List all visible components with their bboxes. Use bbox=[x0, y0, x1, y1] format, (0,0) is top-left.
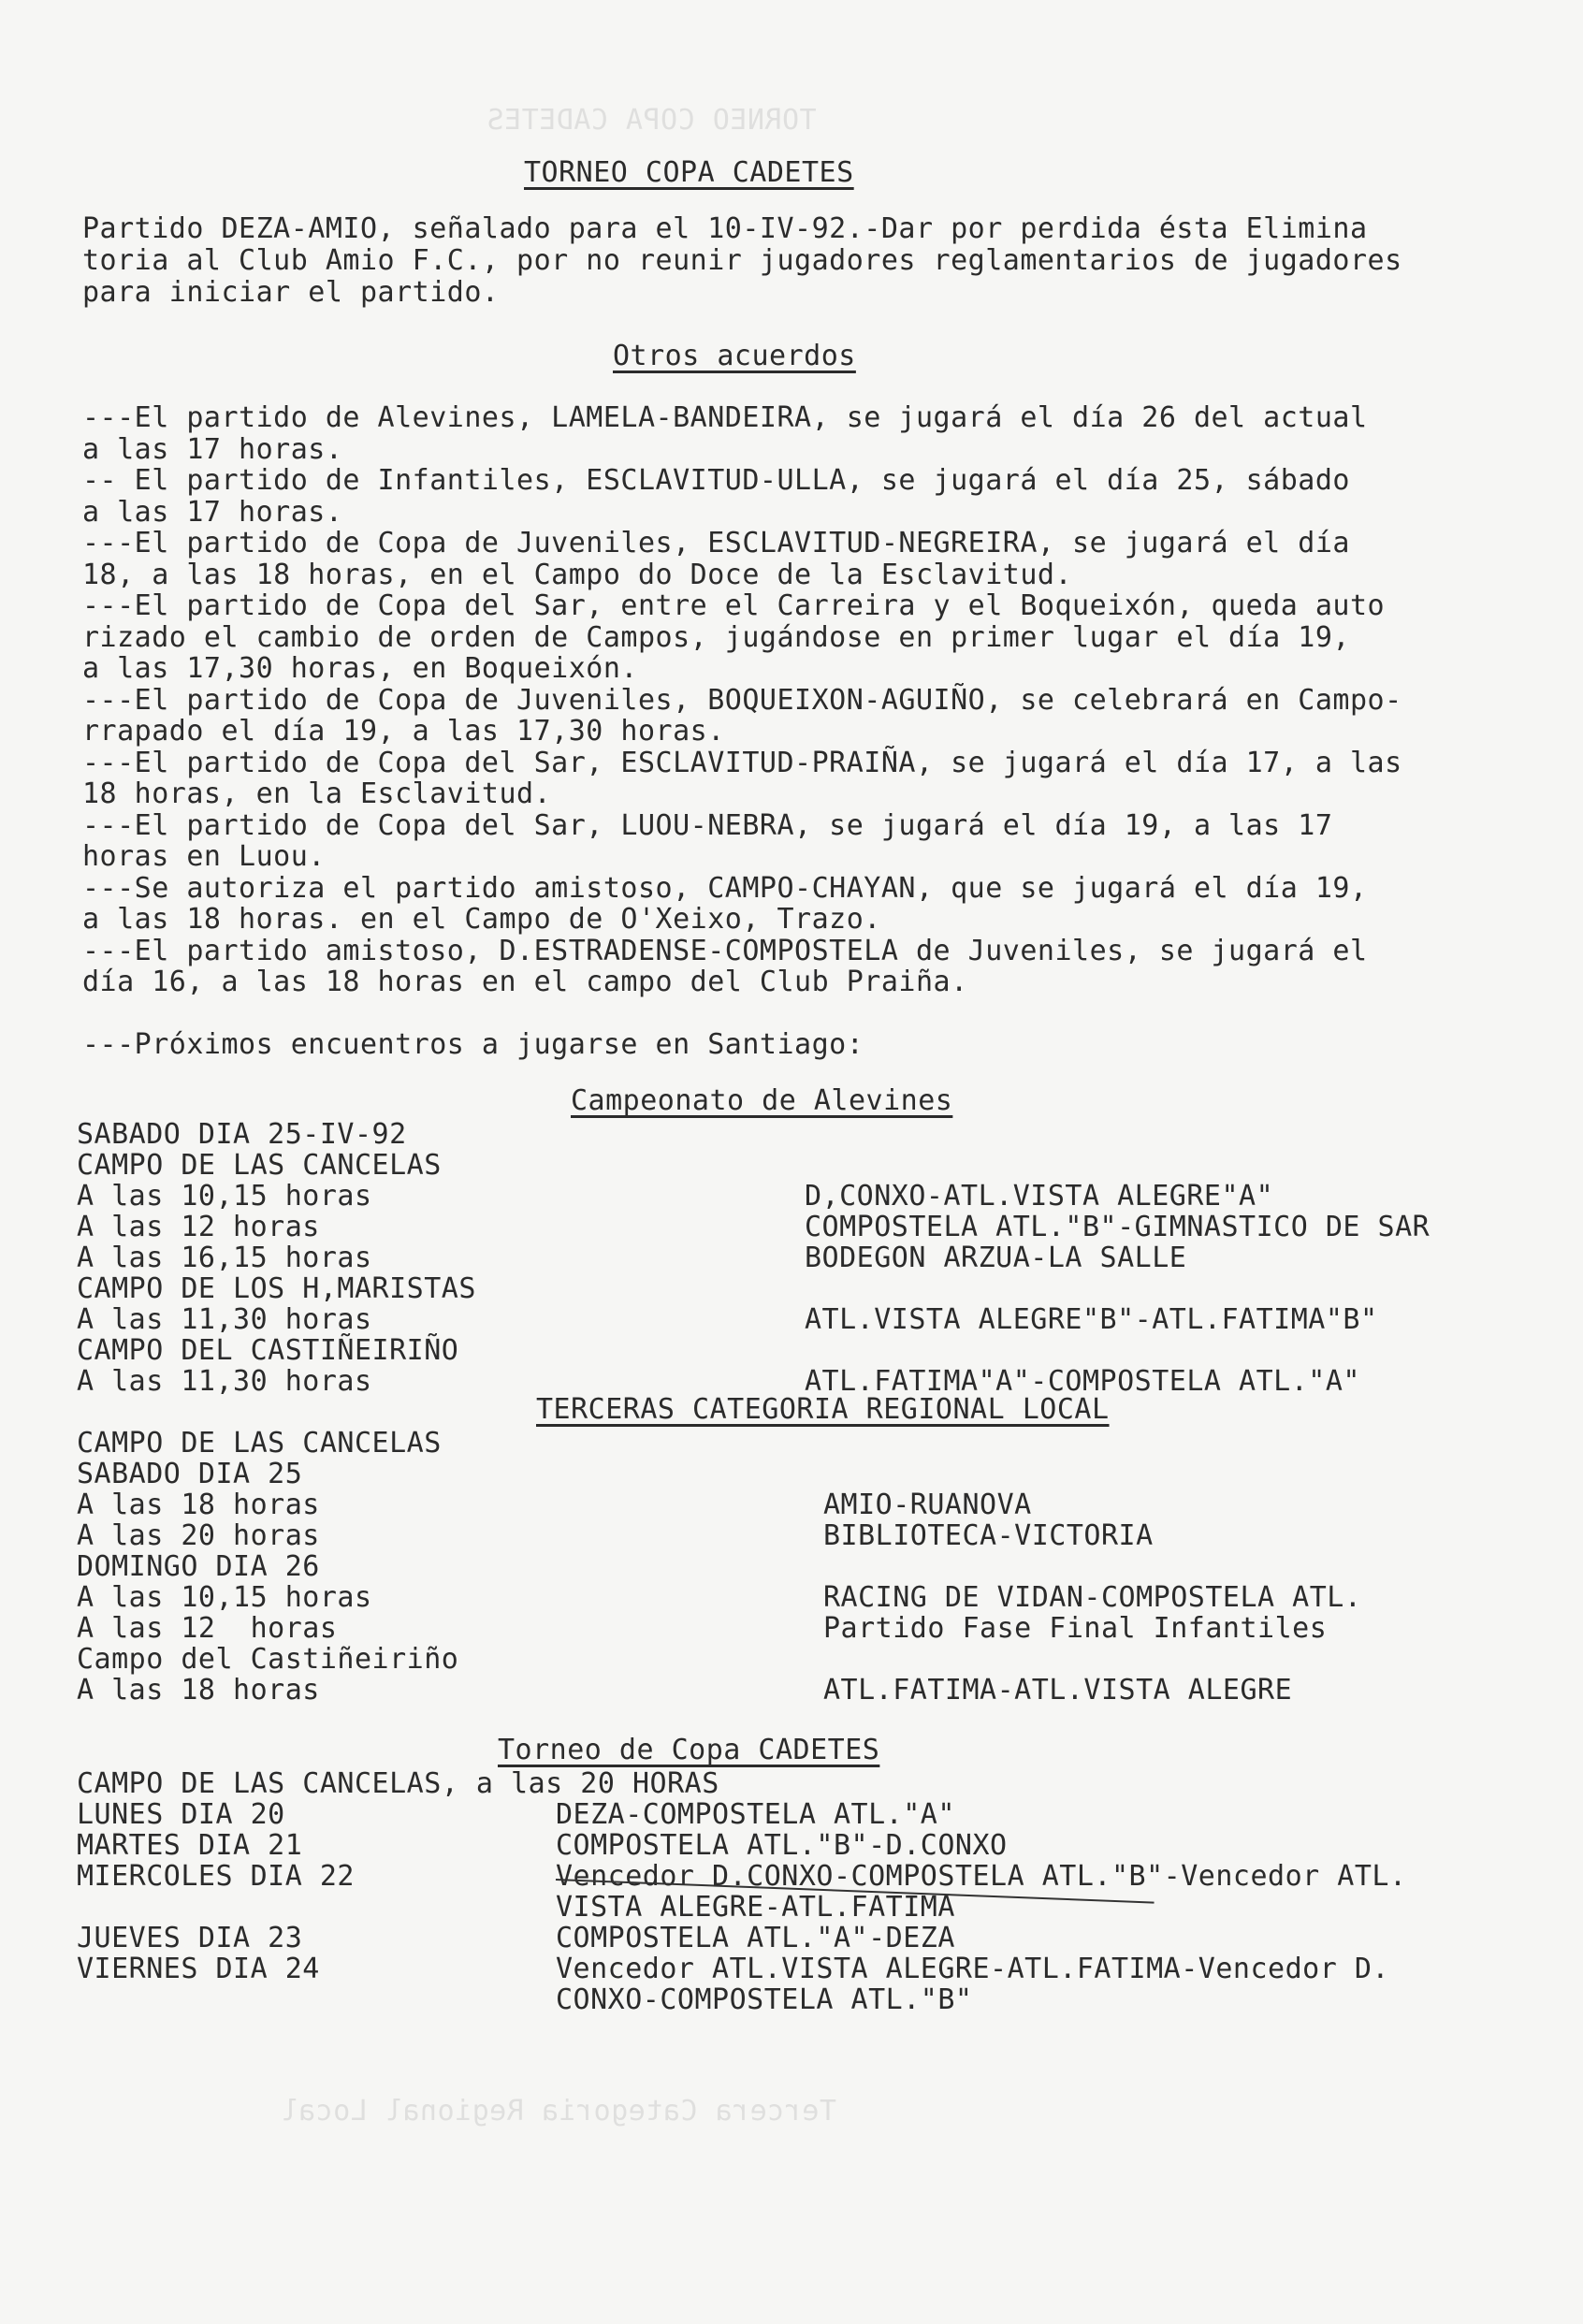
section-title-cadetes: Torneo de Copa CADETES bbox=[498, 1734, 880, 1766]
schedule-match-line: CONXO-COMPOSTELA ATL."B" bbox=[556, 1983, 973, 2016]
schedule-match-line: BIBLIOTECA-VICTORIA bbox=[823, 1519, 1154, 1552]
acuerdo-line: horas en Luou. bbox=[82, 840, 326, 873]
acuerdo-line: a las 17 horas. bbox=[82, 495, 343, 529]
schedule-time-line: A las 16,15 horas bbox=[77, 1242, 372, 1274]
schedule-time-line: SABADO DIA 25 bbox=[77, 1458, 303, 1490]
schedule-time-line: A las 18 horas bbox=[77, 1489, 320, 1521]
schedule-time-line: VIERNES DIA 24 bbox=[77, 1953, 320, 1985]
acuerdo-line: a las 18 horas. en el Campo de O'Xeixo, Trazo. bbox=[82, 903, 881, 936]
schedule-time-line: JUEVES DIA 23 bbox=[77, 1922, 303, 1954]
schedule-time-line: CAMPO DE LAS CANCELAS bbox=[77, 1149, 442, 1182]
schedule-time-line: Campo del Castiñeiriño bbox=[77, 1643, 459, 1676]
acuerdo-line: a las 17 horas. bbox=[82, 432, 343, 466]
acuerdo-line: ---El partido de Copa del Sar, ESCLAVITUD-PRAIÑA, se jugará el día 17, a las bbox=[82, 746, 1402, 779]
schedule-match-line: COMPOSTELA ATL."B"-GIMNASTICO DE SAR bbox=[805, 1211, 1431, 1243]
schedule-time-line: A las 12 horas bbox=[77, 1211, 320, 1243]
schedule-match-line: Partido Fase Final Infantiles bbox=[823, 1612, 1328, 1645]
acuerdo-line: rrapado el día 19, a las 17,30 horas. bbox=[82, 715, 725, 748]
schedule-time-line: MIERCOLES DIA 22 bbox=[77, 1860, 355, 1893]
acuerdo-line: ---El partido de Copa del Sar, entre el Carreira y el Boqueixón, queda auto bbox=[82, 589, 1386, 622]
acuerdo-line: 18 horas, en la Esclavitud. bbox=[82, 777, 552, 810]
acuerdo-line: -- El partido de Infantiles, ESCLAVITUD-ULLA, se jugará el día 25, sábado bbox=[82, 464, 1350, 497]
schedule-match-line: ATL.FATIMA-ATL.VISTA ALEGRE bbox=[823, 1674, 1293, 1707]
section-title-terceras: TERCERAS CATEGORIA REGIONAL LOCAL bbox=[536, 1393, 1110, 1426]
acuerdo-line: día 16, a las 18 horas en el campo del Club Praiña. bbox=[82, 966, 968, 998]
schedule-time-line: LUNES DIA 20 bbox=[77, 1798, 285, 1831]
schedule-time-line: SABADO DIA 25-IV-92 bbox=[77, 1118, 407, 1151]
section-title-alevines: Campeonato de Alevines bbox=[571, 1084, 953, 1117]
acuerdo-line: ---El partido de Copa de Juveniles, BOQUEIXON-AGUIÑO, se celebrará en Campo- bbox=[82, 683, 1402, 717]
schedule-time-line: CAMPO DE LAS CANCELAS bbox=[77, 1427, 442, 1460]
bleed-through-text: TORNEO COPA CADETES bbox=[487, 104, 817, 137]
schedule-match-line: VISTA ALEGRE-ATL.FATIMA bbox=[556, 1891, 955, 1924]
schedule-match-line: ATL.VISTA ALEGRE"B"-ATL.FATIMA"B" bbox=[805, 1303, 1378, 1336]
acuerdo-line: a las 17,30 horas, en Boqueixón. bbox=[82, 652, 638, 685]
schedule-match-line: RACING DE VIDAN-COMPOSTELA ATL. bbox=[823, 1581, 1362, 1614]
paragraph-line: toria al Club Amio F.C., por no reunir jugadores reglamentarios de jugadores bbox=[82, 244, 1402, 277]
acuerdo-line: ---El partido amistoso, D.ESTRADENSE-COMPOSTELA de Juveniles, se jugará el bbox=[82, 934, 1368, 967]
paragraph-line: Partido DEZA-AMIO, señalado para el 10-IV-92.-Dar por perdida ésta Elimina bbox=[82, 212, 1368, 245]
schedule-time-line: A las 18 horas bbox=[77, 1674, 320, 1707]
schedule-match-line: D,CONXO-ATL.VISTA ALEGRE"A" bbox=[805, 1180, 1274, 1213]
acuerdo-line: ---El partido de Alevines, LAMELA-BANDEIRA, se jugará el día 26 del actual bbox=[82, 401, 1368, 434]
schedule-match-line: ATL.FATIMA"A"-COMPOSTELA ATL."A" bbox=[805, 1365, 1360, 1398]
schedule-match-line: COMPOSTELA ATL."A"-DEZA bbox=[556, 1922, 955, 1954]
schedule-match-line: COMPOSTELA ATL."B"-D.CONXO bbox=[556, 1829, 1008, 1862]
schedule-time-line: CAMPO DE LAS CANCELAS, a las 20 HORAS bbox=[77, 1767, 719, 1800]
schedule-time-line: A las 12 horas bbox=[77, 1612, 338, 1645]
bleed-through-text: Tercera Categoria Regional Local bbox=[281, 2095, 836, 2128]
schedule-time-line: A las 11,30 horas bbox=[77, 1303, 372, 1336]
schedule-time-line: A las 10,15 horas bbox=[77, 1180, 372, 1213]
schedule-time-line: A las 11,30 horas bbox=[77, 1365, 372, 1398]
schedule-match-line: AMIO-RUANOVA bbox=[823, 1489, 1032, 1521]
acuerdo-line: ---Se autoriza el partido amistoso, CAMPO-CHAYAN, que se jugará el día 19, bbox=[82, 871, 1368, 905]
acuerdo-line: rizado el cambio de orden de Campos, jugándose en primer lugar el día 19, bbox=[82, 620, 1350, 654]
schedule-time-line: A las 10,15 horas bbox=[77, 1581, 372, 1614]
acuerdo-line: ---El partido de Copa de Juveniles, ESCLAVITUD-NEGREIRA, se jugará el día bbox=[82, 527, 1350, 559]
section-title-otros-acuerdos: Otros acuerdos bbox=[613, 340, 856, 372]
schedule-match-line: DEZA-COMPOSTELA ATL."A" bbox=[556, 1798, 955, 1831]
acuerdo-line: ---El partido de Copa del Sar, LUOU-NEBRA, se jugará el día 19, a las 17 bbox=[82, 808, 1333, 842]
schedule-time-line: CAMPO DEL CASTIÑEIRIÑO bbox=[77, 1334, 459, 1367]
schedule-match-line: Vencedor D.CONXO-COMPOSTELA ATL."B"-Vencedor ATL. bbox=[556, 1860, 1407, 1893]
schedule-time-line: A las 20 horas bbox=[77, 1519, 320, 1552]
schedule-match-line: Vencedor ATL.VISTA ALEGRE-ATL.FATIMA-Vencedor D. bbox=[556, 1953, 1389, 1985]
schedule-time-line: CAMPO DE LOS H,MARISTAS bbox=[77, 1272, 476, 1305]
acuerdo-line: ---Próximos encuentros a jugarse en Santiago: bbox=[82, 1028, 864, 1061]
schedule-time-line: MARTES DIA 21 bbox=[77, 1829, 303, 1862]
section-title-torneo: TORNEO COPA CADETES bbox=[524, 156, 854, 189]
schedule-match-line: BODEGON ARZUA-LA SALLE bbox=[805, 1242, 1187, 1274]
paragraph-line: para iniciar el partido. bbox=[82, 276, 500, 309]
schedule-time-line: DOMINGO DIA 26 bbox=[77, 1550, 320, 1583]
acuerdo-line: 18, a las 18 horas, en el Campo do Doce de la Esclavitud. bbox=[82, 558, 1073, 591]
